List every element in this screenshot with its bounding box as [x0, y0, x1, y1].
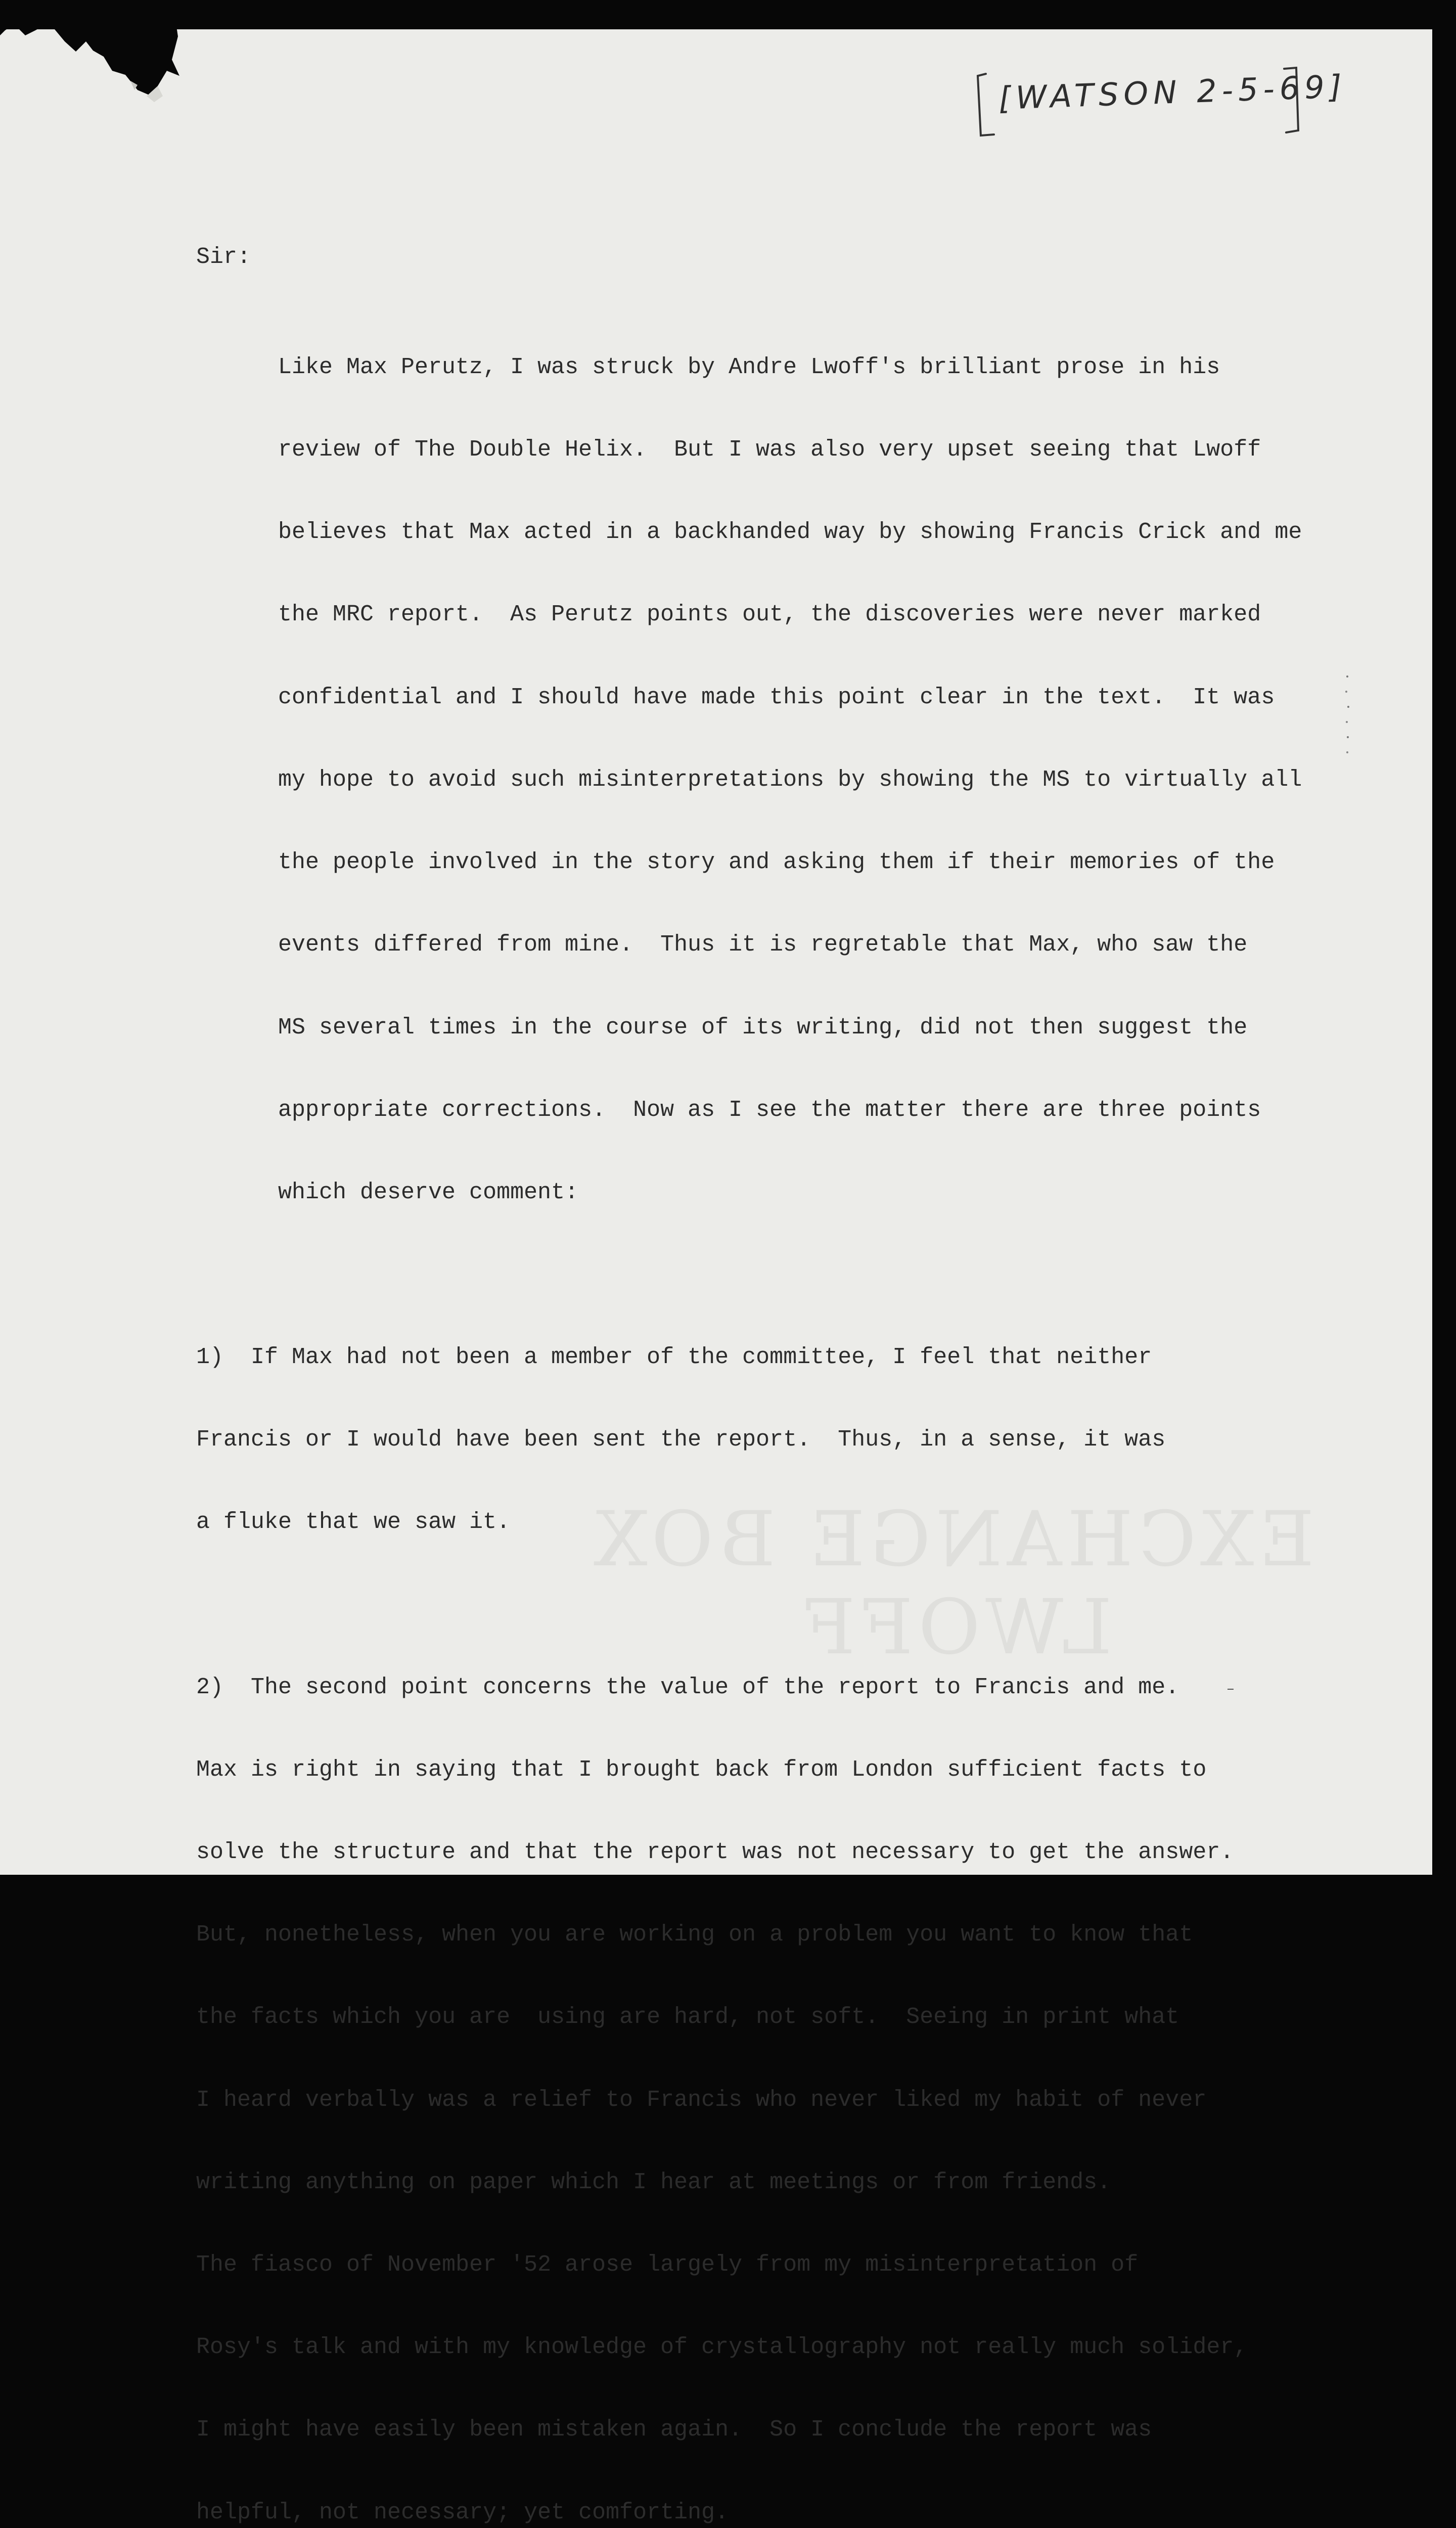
- bleed-through-text: EXCHANGE BOX LWOFF: [588, 1496, 1314, 1672]
- text-line: Like Max Perutz, I was struck by Andre Lwoff's brilliant prose in his: [278, 354, 1220, 380]
- paragraph-point-2: [196, 1619, 1288, 2528]
- letter-page: [0, 29, 1432, 2525]
- text-line: 2) The second point concerns the value of the report to Francis and me.: [196, 1674, 1179, 1700]
- text-line: the MRC report. As Perutz points out, the discoveries were never marked: [278, 602, 1261, 628]
- text-line: my hope to avoid such misinterpretations by showing the MS to virtually all: [278, 766, 1302, 793]
- text-line: confidential and I should have made this point clear in the text. It was: [278, 684, 1275, 710]
- text-line: review of The Double Helix. But I was also very upset seeing that Lwoff: [278, 437, 1261, 463]
- paragraph-point-1: [196, 1289, 1288, 1591]
- paragraph-intro: [196, 299, 1302, 1261]
- text-line: appropriate corrections. Now as I see the matter there are three points: [278, 1097, 1261, 1123]
- text-line: a fluke that we saw it.: [196, 1509, 511, 1536]
- text-line: Francis or I would have been sent the report. Thus, in a sense, it was: [196, 1427, 1166, 1453]
- text-line: believes that Max acted in a backhanded way by showing Francis Crick and me: [278, 519, 1302, 546]
- margin-specks: [1342, 671, 1352, 757]
- salutation: Sir:: [196, 244, 251, 270]
- text-line: Rosy's talk and with my knowledge of crystallography not really much solider,: [196, 2334, 1248, 2361]
- text-line: I heard verbally was a relief to Francis who never liked my habit of never: [196, 2087, 1207, 2113]
- text-line: the people involved in the story and asking them if their memories of the: [278, 849, 1275, 876]
- text-line: which deserve comment:: [278, 1180, 579, 1205]
- handwritten-note: [WATSON 2-5-69]: [997, 67, 1347, 117]
- text-line: Max is right in saying that I brought back from London sufficient facts to: [196, 1756, 1207, 1783]
- text-line: writing anything on paper which I hear at meetings or from friends.: [196, 2169, 1111, 2195]
- torn-corner-damage: [0, 0, 192, 131]
- text-line: solve the structure and that the report was not necessary to get the answer.: [196, 1839, 1234, 1865]
- ink-dash: [1227, 1688, 1234, 1691]
- text-line: events differed from mine. Thus it is regretable that Max, who saw the: [278, 932, 1248, 958]
- letter-body: [196, 299, 1302, 2528]
- text-line: 1) If Max had not been a member of the committee, I feel that neither: [196, 1344, 1152, 1371]
- text-line: helpful, not necessary; yet comforting.: [196, 2499, 729, 2525]
- text-line: But, nonetheless, when you are working on a problem you want to know that: [196, 1922, 1193, 1948]
- text-line: the facts which you are using are hard, not soft. Seeing in print what: [196, 2004, 1179, 2030]
- text-line: MS several times in the course of its writing, did not then suggest the: [278, 1014, 1248, 1041]
- text-line: I might have easily been mistaken again. So I conclude the report was: [196, 2417, 1152, 2443]
- text-line: The fiasco of November '52 arose largely from my misinterpretation of: [196, 2252, 1139, 2278]
